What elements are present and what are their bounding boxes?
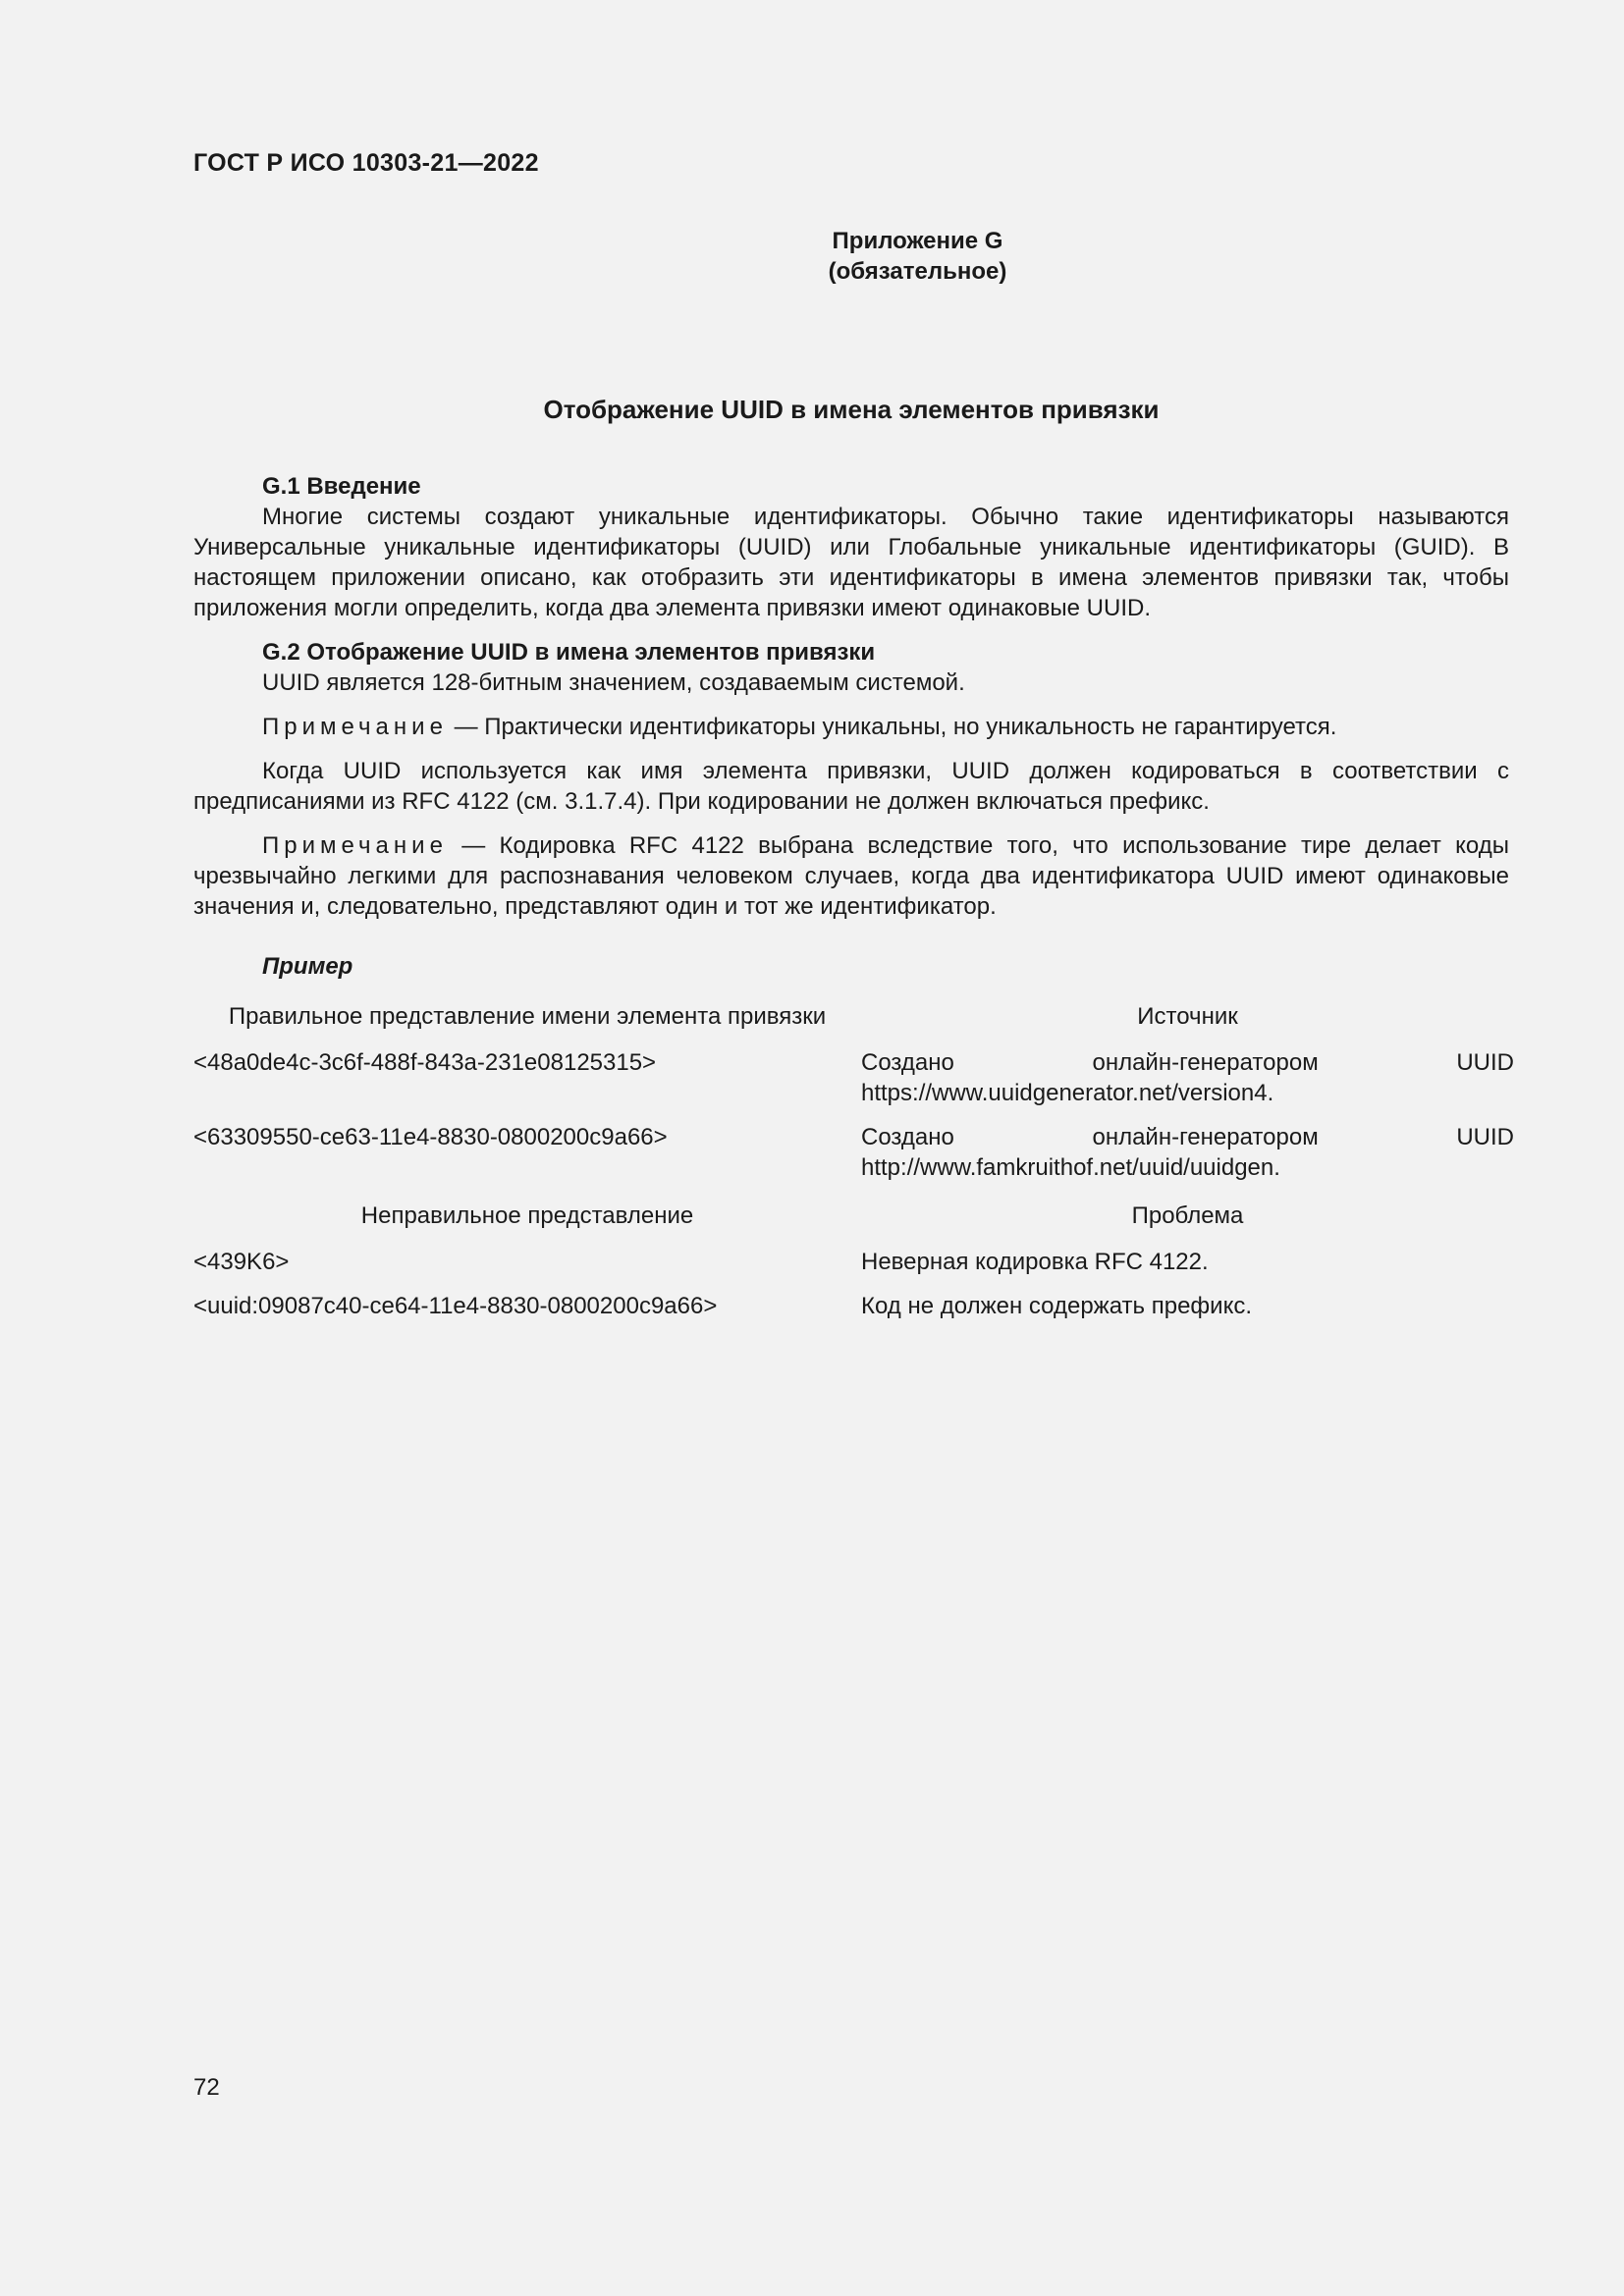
problem-cell: Код не должен содержать префикс. xyxy=(861,1293,1253,1319)
note-2-text: — Кодировка RFC 4122 выбрана вследствие того, что использование тире делает коды чрезвычайно легкими для распознавания человеком случаев, когда два идентификатора UUID имеют одинаковые значения и, следовательно, представляют один и тот же идентификатор. xyxy=(193,832,1509,920)
table-row xyxy=(193,1247,1514,1277)
annex-title: Отображение UUID в имена элементов привязки xyxy=(543,395,1160,424)
section-g1-paragraph: Многие системы создают уникальные идентификаторы. Обычно такие идентификаторы называются Универсальные уникальные идентификаторы (UUID) или Глобальные уникальные идентификаторы (GUID). В настоящем приложении описано, как отобразить эти идентификаторы в имена элементов привязки так, чтобы приложения могли определить, когда два элемента привязки имеют одинаковые UUID. xyxy=(193,504,1509,621)
example-label: Пример xyxy=(262,953,353,980)
note-1 xyxy=(193,712,1509,742)
incorrect-name-cell: <439K6> xyxy=(193,1249,290,1275)
source-column-header: Источник xyxy=(1137,1003,1238,1030)
problem-cell: Неверная кодировка RFC 4122. xyxy=(861,1249,1209,1275)
correct-name-cell: <63309550-ce63-11e4-8830-0800200c9a66> xyxy=(193,1124,668,1150)
document-body xyxy=(193,471,1514,1335)
note-1-label: Примечание xyxy=(262,714,448,740)
note-2-label: Примечание xyxy=(262,832,448,859)
correct-column-header: Правильное представление имени элемента привязки xyxy=(228,1003,827,1030)
correct-name-cell: <48a0de4c-3c6f-488f-843a-231e08125315> xyxy=(193,1049,657,1076)
source-cell: Создано онлайн-генератором UUID http://www.famkruithof.net/uuid/uuidgen. xyxy=(861,1124,1514,1181)
incorrect-column-header: Неправильное представление xyxy=(360,1202,694,1229)
incorrect-header-row xyxy=(193,1201,1514,1231)
table-row xyxy=(193,1291,1514,1321)
section-g2-heading: G.2 Отображение UUID в имена элементов привязки xyxy=(262,639,876,666)
example-table xyxy=(193,1001,1514,1321)
note-2 xyxy=(193,830,1509,922)
section-g2-paragraph-1: UUID является 128-битным значением, создаваемым системой. xyxy=(262,669,965,696)
table-row xyxy=(193,1047,1514,1108)
section-g2-paragraph-2: Когда UUID используется как имя элемента привязки, UUID должен кодироваться в соответствии с предписаниями из RFC 4122 (см. 3.1.7.4). При кодировании не должен включаться префикс. xyxy=(193,758,1509,815)
problem-column-header: Проблема xyxy=(1131,1202,1244,1229)
annex-heading xyxy=(0,226,1624,287)
note-1-text: — Практически идентификаторы уникальны, но уникальность не гарантируется. xyxy=(447,714,1337,740)
incorrect-name-cell: <uuid:09087c40-ce64-11e4-8830-0800200c9a66> xyxy=(193,1293,718,1319)
annex-status: (обязательное) xyxy=(828,258,1007,285)
document-id: ГОСТ Р ИСО 10303-21—2022 xyxy=(193,149,539,177)
section-g1-heading: G.1 Введение xyxy=(262,473,421,500)
annex-label: Приложение G xyxy=(832,228,1003,254)
correct-header-row xyxy=(193,1001,1514,1032)
source-cell: Создано онлайн-генератором UUID https://www.uuidgenerator.net/version4. xyxy=(861,1049,1514,1106)
table-row xyxy=(193,1122,1514,1183)
page-number: 72 xyxy=(193,2074,220,2101)
